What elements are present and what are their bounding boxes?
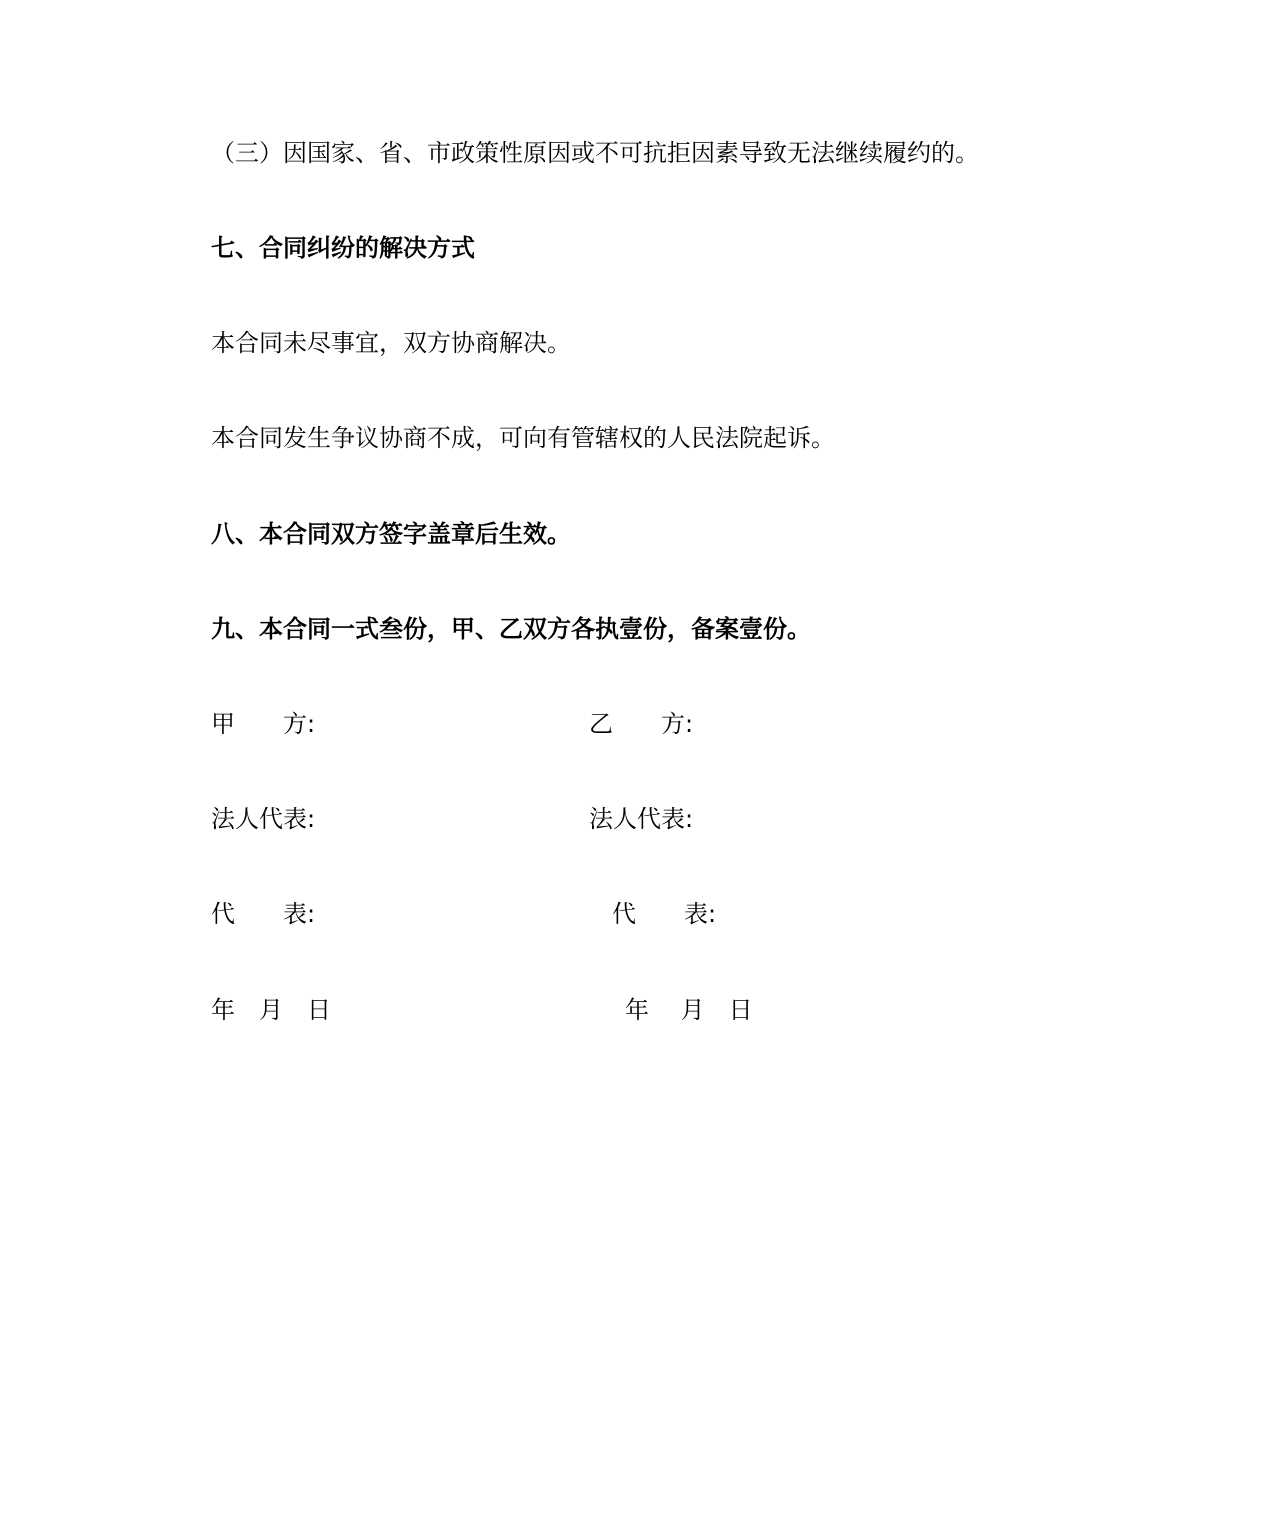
paragraph-litigation: 本合同发生争议协商不成，可向有管辖权的人民法院起诉。 [211, 424, 835, 452]
party-b-legal-rep-label: 法人代表: [589, 805, 694, 833]
party-b-rep-label: 代 表: [612, 900, 717, 928]
party-a-label: 甲 方: [211, 710, 316, 738]
clause-force-majeure: （三）因国家、省、市政策性原因或不可抗拒因素导致无法继续履约的。 [211, 139, 979, 167]
section-heading-copies: 九、本合同一式叁份，甲、乙双方各执壹份，备案壹份。 [211, 615, 811, 643]
section-heading-effective: 八、本合同双方签字盖章后生效。 [211, 520, 571, 548]
party-a-date-label: 年 月 日 [211, 996, 331, 1024]
section-heading-dispute-resolution: 七、合同纠纷的解决方式 [211, 234, 475, 262]
party-b-date-label: 年 月 日 [625, 996, 753, 1024]
paragraph-negotiation: 本合同未尽事宜，双方协商解决。 [211, 329, 571, 357]
party-b-label: 乙 方: [589, 710, 694, 738]
party-a-rep-label: 代 表: [211, 900, 316, 928]
party-a-legal-rep-label: 法人代表: [211, 805, 316, 833]
